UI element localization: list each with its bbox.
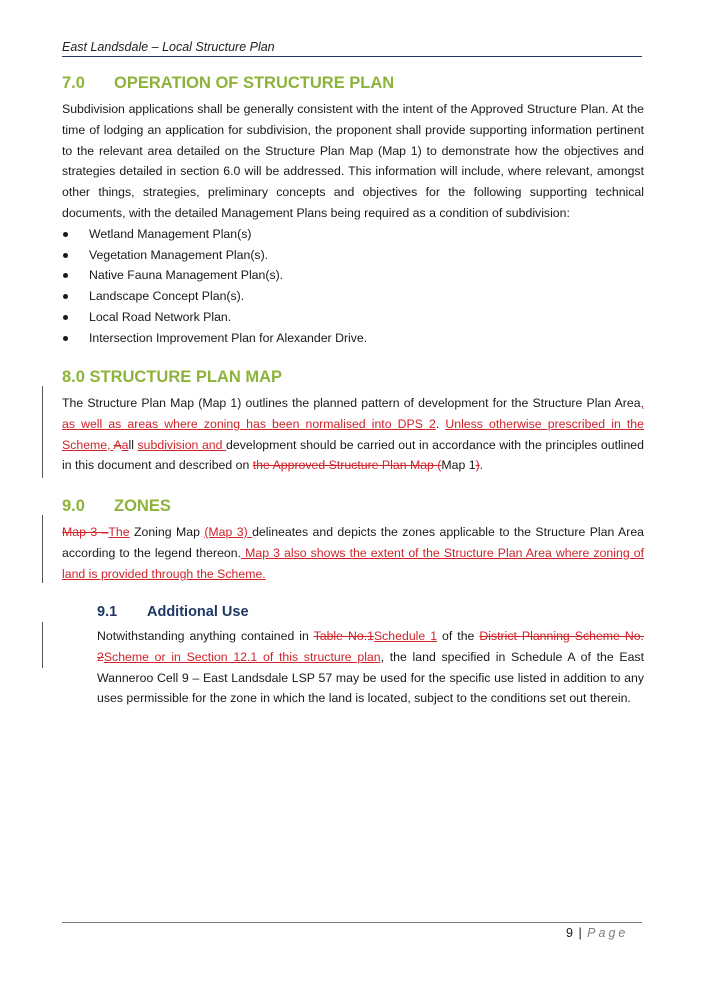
section-7-title: OPERATION OF STRUCTURE PLAN (114, 74, 395, 92)
section-8 (62, 368, 644, 476)
revision-bar (42, 386, 43, 478)
bullet-icon (63, 253, 68, 258)
section-9-heading (62, 497, 644, 516)
list-item: Native Fauna Management Plan(s). (62, 265, 644, 286)
page-number: 9 (566, 926, 573, 940)
section-9-1-title: Additional Use (147, 604, 249, 620)
bullet-icon (63, 273, 68, 278)
bullet-icon (63, 315, 68, 320)
bullet-icon (63, 336, 68, 341)
technical-documents-list (62, 224, 644, 349)
list-item: Landscape Concept Plan(s). (62, 286, 644, 307)
section-7-heading (62, 74, 644, 93)
section-7-number: 7.0 (62, 74, 85, 92)
bullet-icon (63, 294, 68, 299)
list-item: Wetland Management Plan(s) (62, 224, 644, 245)
section-7 (62, 74, 644, 349)
page-footer (566, 926, 628, 940)
section-9-1-number: 9.1 (97, 604, 118, 620)
section-9-paragraph: Map 3 –The Zoning Map (Map 3) delineates and depicts the zones applicable to the Structure Plan Area according to the legend thereon. Map 3 also shows the extent of the Structure Plan Area where zoning of land is provided through the Scheme. (62, 525, 644, 581)
list-item: Vegetation Management Plan(s). (62, 245, 644, 266)
section-9-1 (97, 604, 644, 709)
footer-separator: | (578, 926, 582, 940)
revision-bar (42, 515, 43, 583)
section-8-paragraph: The Structure Plan Map (Map 1) outlines the planned pattern of development for the Structure Plan Area, as well as areas where zoning has been normalised into DPS 2. Unless otherwise prescribed in the Scheme, Aall subdivision and development should be carried out in accordance with the principles outlined in this document and described on the Approved Structure Plan Map (Map 1). (62, 396, 644, 473)
bullet-icon (63, 232, 68, 237)
footer-divider (62, 922, 642, 923)
section-8-heading: 8.0 STRUCTURE PLAN MAP (62, 368, 283, 386)
header-title: East Landsdale – Local Structure Plan (62, 40, 275, 54)
section-9-1-paragraph: Notwithstanding anything contained in Table No.1Schedule 1 of the District Planning Scheme No. 2Scheme or in Section 12.1 of this structure plan, the land specified in Schedule A of the East Wanneroo Cell 9 – East Landsdale LSP 57 may be used for the specific use listed in addition to any uses permissible for the zone in which the land is located, subject to the conditions set out therein. (97, 629, 644, 706)
section-9 (62, 497, 644, 584)
section-9-title: ZONES (114, 497, 171, 515)
page-label: Page (587, 926, 629, 940)
running-header (62, 40, 642, 57)
list-item: Local Road Network Plan. (62, 307, 644, 328)
list-item: Intersection Improvement Plan for Alexander Drive. (62, 328, 644, 349)
section-7-paragraph: Subdivision applications shall be generally consistent with the intent of the Approved Structure Plan. At the time of lodging an application for subdivision, the proponent shall provide supporting information pertinent to the relevant area detailed on the Structure Plan Map (Map 1) to demonstrate how the objectives and strategies detailed in section 6.0 will be addressed. This information will include, where relevant, amongst other things, strategies, preliminary concepts and objectives for the following supporting technical documents, with the detailed Management Plans being required as a condition of subdivision: (62, 102, 644, 220)
section-9-1-heading (97, 604, 644, 620)
revision-bar (42, 622, 43, 668)
section-9-number: 9.0 (62, 497, 85, 515)
